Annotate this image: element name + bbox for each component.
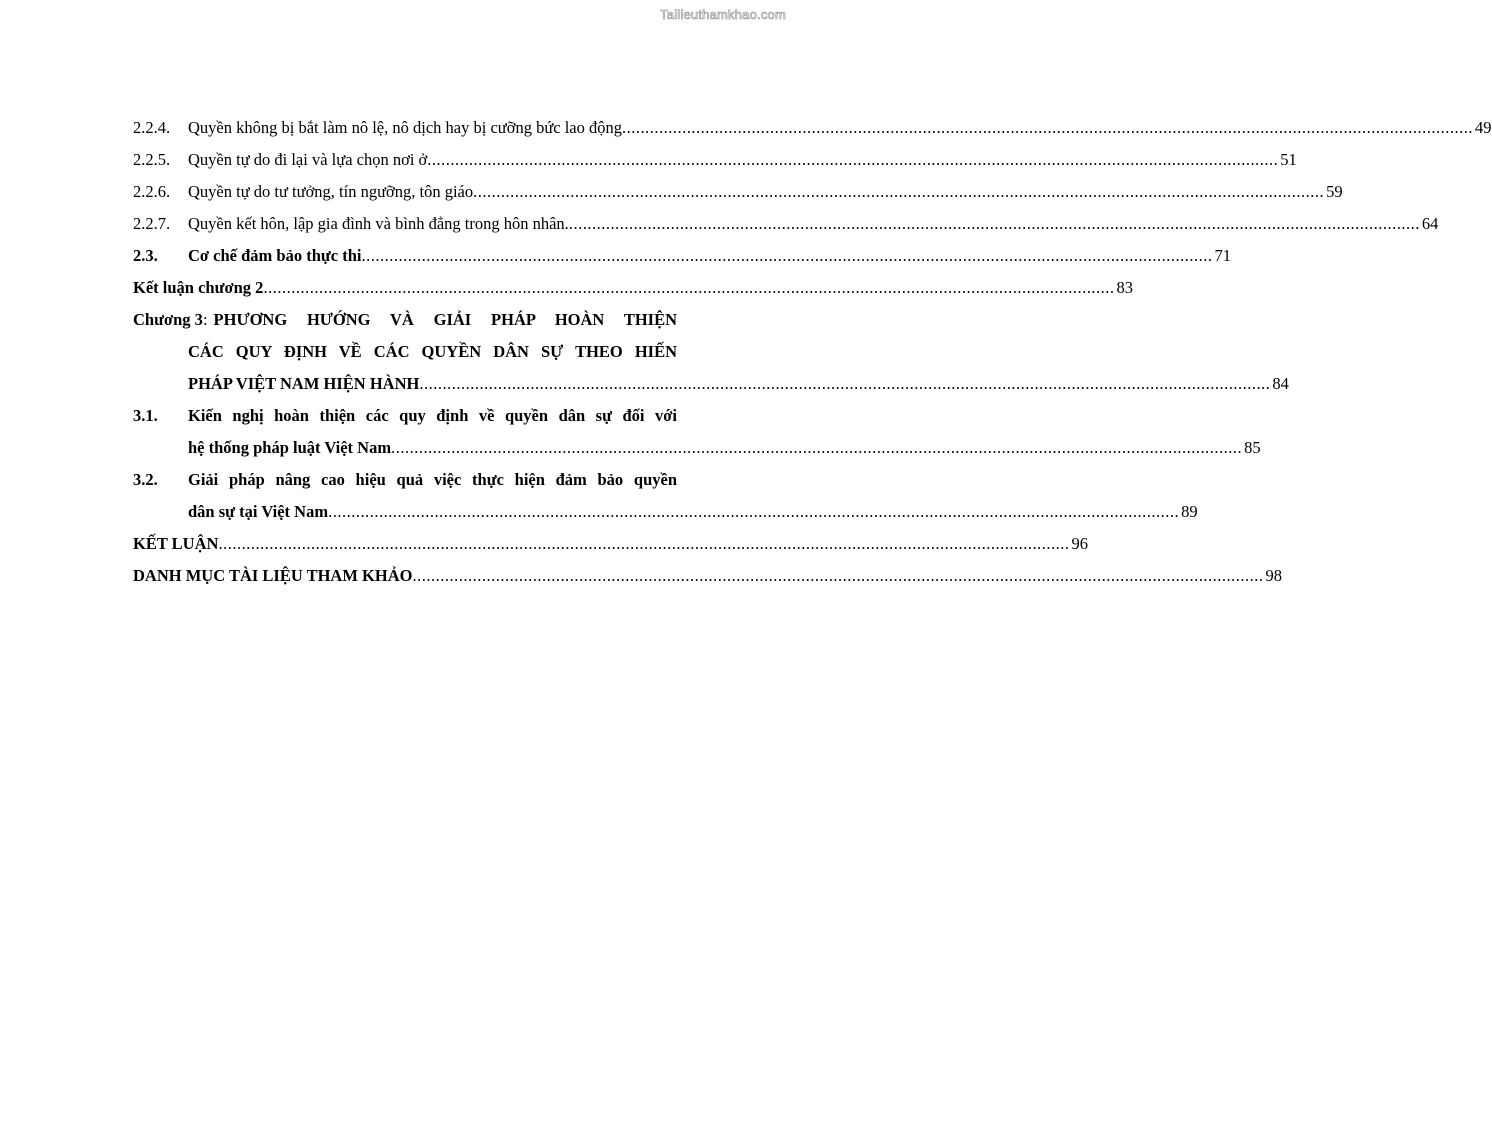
section-3-2-line-1	[133, 464, 677, 496]
toc-entry-chapter-3[interactable]	[133, 304, 1289, 400]
toc-title-line-1: Kiến nghị hoàn thiện các quy định về quyền dân sự đối với	[188, 406, 677, 425]
toc-entry-2-2-6[interactable]	[133, 176, 1343, 208]
table-of-contents	[133, 112, 1492, 592]
dot-leader	[391, 432, 1242, 464]
toc-page-number: 51	[1280, 150, 1297, 169]
watermark: Tailieuthamkhao.com	[660, 7, 786, 22]
section-3-1-line-2-row	[133, 432, 1261, 464]
toc-title: Kết luận chương 2	[133, 278, 264, 297]
toc-entry-chapter-2-conclusion[interactable]	[133, 272, 1133, 304]
chapter-title-line-2: CÁC QUY ĐỊNH VỀ CÁC QUYỀN DÂN SỰ THEO HIẾN	[188, 342, 677, 361]
toc-page-number: 96	[1071, 534, 1088, 553]
toc-entry-3-2[interactable]	[133, 464, 1198, 528]
dot-leader	[569, 208, 1420, 240]
dot-leader	[412, 560, 1263, 592]
dot-leader	[419, 368, 1270, 400]
toc-title: Quyền kết hôn, lập gia đình và bình đẳng trong hôn nhân.	[188, 214, 569, 233]
toc-number: 3.2.	[133, 470, 158, 489]
dot-leader	[263, 272, 1114, 304]
chapter-label: Chương 3:	[133, 310, 208, 329]
toc-title: KẾT LUẬN	[133, 534, 219, 553]
dot-leader	[427, 144, 1278, 176]
chapter-title-line-3: PHÁP VIỆT NAM HIỆN HÀNH	[188, 374, 420, 393]
toc-title: Quyền không bị bắt làm nô lệ, nô dịch hay bị cưỡng bức lao động	[188, 118, 622, 137]
toc-number: 2.2.5.	[133, 150, 171, 169]
dot-leader	[328, 496, 1179, 528]
toc-title-line-2: hệ thống pháp luật Việt Nam	[188, 438, 392, 457]
chapter-title-line-1: PHƯƠNG HƯỚNG VÀ GIẢI PHÁP HOÀN THIỆN	[213, 310, 677, 329]
toc-entry-2-2-4[interactable]	[133, 112, 1492, 144]
toc-title: DANH MỤC TÀI LIỆU THAM KHẢO	[133, 566, 413, 585]
chapter-title-line-3-row	[133, 368, 1289, 400]
toc-title: Quyền tự do đi lại và lựa chọn nơi ở	[188, 150, 428, 169]
toc-number: 2.2.6.	[133, 182, 171, 201]
toc-page-number: 71	[1214, 246, 1231, 265]
toc-number: 3.1.	[133, 406, 158, 425]
toc-page-number: 98	[1265, 566, 1282, 585]
toc-entry-2-3[interactable]	[133, 240, 1231, 272]
toc-number: 2.2.7.	[133, 214, 171, 233]
toc-page-number: 83	[1116, 278, 1133, 297]
toc-page-number: 49	[1475, 118, 1492, 137]
toc-entry-3-1[interactable]	[133, 400, 1261, 464]
toc-title-line-2: dân sự tại Việt Nam	[188, 502, 329, 521]
toc-title: Cơ chế đảm bảo thực thi	[188, 246, 362, 265]
toc-entry-conclusion[interactable]	[133, 528, 1088, 560]
toc-page-number: 64	[1421, 214, 1439, 233]
chapter-colon: :	[202, 310, 208, 329]
toc-number: 2.3.	[133, 246, 158, 265]
toc-number: 2.2.4.	[133, 118, 171, 137]
chapter-heading-line-1	[133, 304, 677, 336]
toc-page-number: 84	[1272, 374, 1289, 393]
dot-leader	[362, 240, 1213, 272]
toc-entry-2-2-5[interactable]	[133, 144, 1297, 176]
toc-page-number: 89	[1181, 502, 1198, 521]
section-3-2-line-2-row	[133, 496, 1198, 528]
toc-page-number: 85	[1244, 438, 1261, 457]
dot-leader	[218, 528, 1069, 560]
toc-title: Quyền tự do tư tưởng, tín ngưỡng, tôn giáo	[188, 182, 474, 201]
toc-entry-2-2-7[interactable]	[133, 208, 1439, 240]
toc-title-line-1: Giải pháp nâng cao hiệu quả việc thực hiện đảm bảo quyền	[188, 470, 677, 489]
dot-leader	[473, 176, 1324, 208]
dot-leader	[622, 112, 1473, 144]
toc-entry-references[interactable]	[133, 560, 1282, 592]
section-3-1-line-1	[133, 400, 677, 432]
toc-page-number: 59	[1326, 182, 1343, 201]
